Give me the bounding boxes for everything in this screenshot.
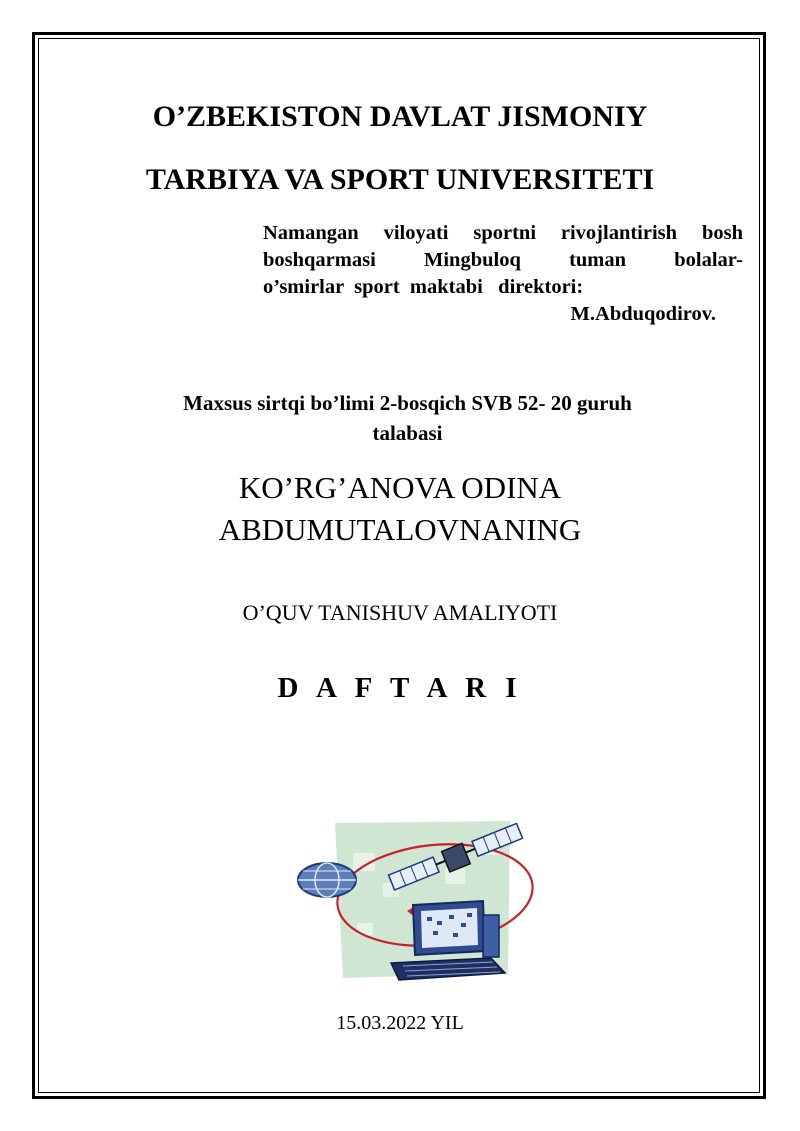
university-title-line2: TARBIYA VA SPORT UNIVERSITETI [145, 163, 655, 196]
department-line2: talabasi [372, 421, 443, 445]
student-name-line1: KO’RG’ANOVA ODINA [238, 470, 562, 505]
approval-word: sportni [473, 222, 537, 244]
approval-line-1 [263, 220, 743, 247]
approval-word: viloyati [383, 222, 449, 244]
approval-word: Mingbuloq [424, 249, 521, 271]
approval-word: Namangan [263, 222, 359, 244]
department-line1: Maxsus sirtqi bo’limi 2-bosqich SVB 52- 20 guruh [183, 391, 632, 415]
approval-word: bosh [701, 222, 743, 244]
globe-icon [298, 863, 356, 897]
approval-signatory: M.Abduqodirov. [570, 303, 716, 325]
satellite-computer-globe-clipart [295, 813, 540, 983]
department-block [100, 388, 715, 448]
student-name [0, 467, 800, 551]
approval-line-3: o’smirlar sport maktabi direktori: [263, 276, 584, 298]
approval-word: bolalar- [674, 249, 743, 271]
document-type-title: D A F T A R I [277, 672, 523, 704]
approval-word: boshqarmasi [263, 249, 376, 271]
approval-line-2 [263, 247, 743, 274]
approval-block [263, 220, 743, 328]
student-name-line2: ABDUMUTALOVNANING [218, 512, 582, 547]
approval-word: tuman [569, 249, 627, 271]
document-date: 15.03.2022 YIL [336, 1012, 464, 1034]
practice-title: O’QUV TANISHUV AMALIYOTI [242, 600, 558, 625]
university-title-line1: O’ZBEKISTON DAVLAT JISMONIY [152, 100, 648, 133]
approval-word: rivojlantirish [560, 222, 678, 244]
